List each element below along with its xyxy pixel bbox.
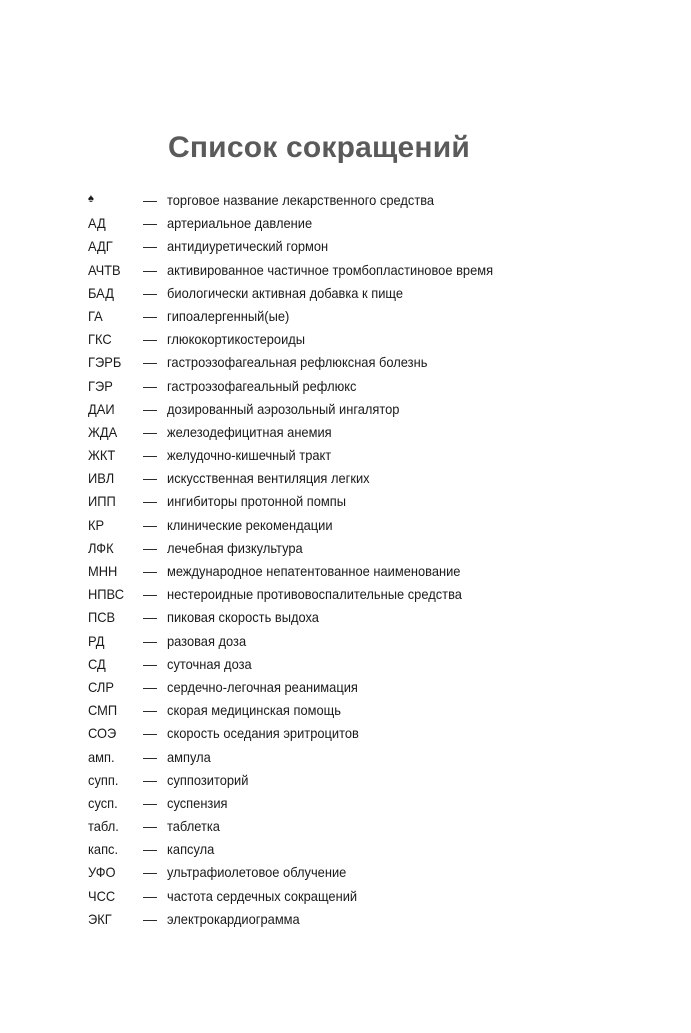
em-dash-separator: — (143, 725, 157, 742)
abbreviation-definition: активированное частичное тромбопластиновое время (167, 261, 494, 278)
em-dash-separator: — (143, 470, 157, 487)
abbreviation-term: ГЭР (88, 377, 113, 394)
abbreviation-term: амп. (88, 748, 115, 765)
abbreviation-row (88, 583, 648, 606)
abbreviation-row (88, 815, 648, 838)
abbreviation-term: СОЭ (88, 725, 117, 742)
em-dash-separator: — (143, 910, 157, 927)
abbreviation-term: СД (88, 655, 106, 672)
abbreviation-row (88, 235, 648, 258)
em-dash-separator: — (143, 447, 157, 464)
abbreviation-row (88, 722, 648, 745)
em-dash-separator: — (143, 702, 157, 719)
abbreviation-row (88, 514, 648, 537)
abbreviation-definition: суппозиторий (167, 771, 249, 788)
abbreviation-definition: торговое название лекарственного средства (167, 192, 435, 208)
em-dash-separator: — (143, 586, 157, 603)
em-dash-separator: — (143, 493, 157, 510)
abbreviation-row (88, 328, 648, 351)
abbreviation-term: ПСВ (88, 609, 116, 626)
abbreviation-definition: глюкокортикостероиды (167, 331, 306, 348)
abbreviation-definition: международное непатентованное наименование (167, 563, 461, 579)
abbreviation-row (88, 630, 648, 653)
em-dash-separator: — (143, 261, 157, 278)
abbreviation-definition: желудочно-кишечный тракт (167, 447, 332, 464)
abbreviation-definition: пиковая скорость выдоха (167, 609, 319, 626)
abbreviation-term: МНН (88, 563, 118, 579)
abbreviation-term: ДАИ (88, 400, 115, 417)
abbreviation-term: супп. (88, 771, 119, 788)
abbreviation-term: капс. (88, 841, 119, 858)
abbreviation-definition: железодефицитная анемия (167, 423, 332, 440)
abbreviation-term: ЖДА (88, 423, 118, 440)
abbreviation-term: сусп. (88, 794, 118, 811)
em-dash-separator: — (143, 354, 157, 371)
abbreviation-term: ЧСС (88, 887, 116, 904)
abbreviation-row (88, 375, 648, 398)
abbreviation-definition: нестероидные противовоспалительные средства (167, 586, 462, 603)
em-dash-separator: — (143, 794, 157, 811)
abbreviation-row (88, 560, 648, 583)
abbreviation-row (88, 908, 648, 931)
abbreviation-definition: ингибиторы протонной помпы (167, 493, 347, 510)
em-dash-separator: — (143, 818, 157, 835)
abbreviation-row (88, 746, 648, 769)
abbreviation-term: ГКС (88, 331, 112, 348)
abbreviation-term: ГЭРБ (88, 354, 122, 371)
abbreviation-definition: ультрафиолетовое облучение (167, 864, 347, 881)
abbreviation-row (88, 490, 648, 513)
em-dash-separator: — (143, 678, 157, 695)
abbreviation-definition: гастроэзофагеальный рефлюкс (167, 377, 357, 394)
abbreviation-definition: лечебная физкультура (167, 539, 303, 556)
abbreviation-definition: искусственная вентиляция легких (167, 470, 370, 487)
abbreviation-row (88, 861, 648, 884)
abbreviation-term: ЛФК (88, 539, 114, 556)
abbreviation-row (88, 467, 648, 490)
em-dash-separator: — (143, 331, 157, 348)
abbreviation-definition: биологически активная добавка к пище (167, 284, 404, 301)
abbreviation-term: ИВЛ (88, 470, 115, 487)
em-dash-separator: — (143, 307, 157, 324)
em-dash-separator: — (143, 632, 157, 649)
abbreviation-term: БАД (88, 284, 114, 301)
abbreviation-definition: клинические рекомендации (167, 516, 333, 533)
abbreviation-term: АЧТВ (88, 261, 121, 278)
abbreviation-row (88, 537, 648, 560)
abbreviation-definition: суспензия (167, 794, 228, 811)
abbreviation-term: ГА (88, 307, 103, 324)
abbreviation-definition: разовая доза (167, 632, 247, 649)
abbreviation-definition: артериальное давление (167, 215, 313, 232)
abbreviation-definition: электрокардиограмма (167, 910, 300, 927)
abbreviation-row (88, 676, 648, 699)
abbreviation-row (88, 769, 648, 792)
spade-symbol-abbreviation: ♠ (88, 191, 94, 205)
em-dash-separator: — (143, 655, 157, 672)
abbreviation-row (88, 838, 648, 861)
abbreviation-term: НПВС (88, 586, 125, 603)
abbreviation-definition: сердечно-легочная реанимация (167, 678, 358, 695)
abbreviation-row (88, 282, 648, 305)
em-dash-separator: — (143, 238, 157, 255)
abbreviation-term: УФО (88, 864, 116, 881)
em-dash-separator: — (143, 423, 157, 440)
abbreviation-definition: антидиуретический гормон (167, 238, 329, 255)
abbreviation-term: КР (88, 516, 105, 533)
em-dash-separator: — (143, 516, 157, 533)
abbreviation-term: ЭКГ (88, 910, 112, 927)
em-dash-separator: — (143, 563, 157, 579)
abbreviation-row (88, 398, 648, 421)
abbreviation-term: ИПП (88, 493, 116, 510)
abbreviation-term: СЛР (88, 678, 114, 695)
abbreviation-definition: скорость оседания эритроцитов (167, 725, 359, 742)
abbreviation-row (88, 792, 648, 815)
abbreviation-definition: таблетка (167, 818, 220, 835)
abbreviation-definition: капсула (167, 841, 215, 858)
em-dash-separator: — (143, 841, 157, 858)
abbreviation-list (88, 189, 648, 931)
abbreviation-row (88, 189, 648, 212)
em-dash-separator: — (143, 887, 157, 904)
em-dash-separator: — (143, 215, 157, 232)
abbreviation-definition: гипоалергенный(ые) (167, 307, 290, 324)
em-dash-separator: — (143, 609, 157, 626)
abbreviation-definition: скорая медицинская помощь (167, 702, 341, 719)
abbreviation-term: РД (88, 632, 105, 649)
abbreviation-definition: гастроэзофагеальная рефлюксная болезнь (167, 354, 428, 371)
abbreviation-row (88, 699, 648, 722)
em-dash-separator: — (143, 771, 157, 788)
abbreviation-definition: суточная доза (167, 655, 252, 672)
abbreviation-definition: дозированный аэрозольный ингалятор (167, 400, 400, 417)
em-dash-separator: — (143, 284, 157, 301)
abbreviation-row (88, 653, 648, 676)
abbreviation-row (88, 212, 648, 235)
em-dash-separator: — (143, 400, 157, 417)
abbreviation-term: ЖКТ (88, 447, 116, 464)
em-dash-separator: — (143, 539, 157, 556)
page-title: Список сокращений (168, 131, 471, 164)
abbreviation-row (88, 259, 648, 282)
abbreviation-definition: ампула (167, 748, 211, 765)
em-dash-separator: — (143, 377, 157, 394)
abbreviation-term: СМП (88, 702, 118, 719)
abbreviation-row (88, 351, 648, 374)
abbreviation-term: АДГ (88, 238, 113, 255)
em-dash-separator: — (143, 748, 157, 765)
em-dash-separator: — (143, 864, 157, 881)
em-dash-separator: — (143, 192, 157, 208)
abbreviation-term: АД (88, 215, 106, 232)
abbreviation-term: табл. (88, 818, 119, 835)
abbreviation-row (88, 305, 648, 328)
abbreviation-row (88, 606, 648, 629)
abbreviation-row (88, 421, 648, 444)
abbreviation-definition: частота сердечных сокращений (167, 887, 358, 904)
abbreviation-row (88, 444, 648, 467)
abbreviation-row (88, 885, 648, 908)
